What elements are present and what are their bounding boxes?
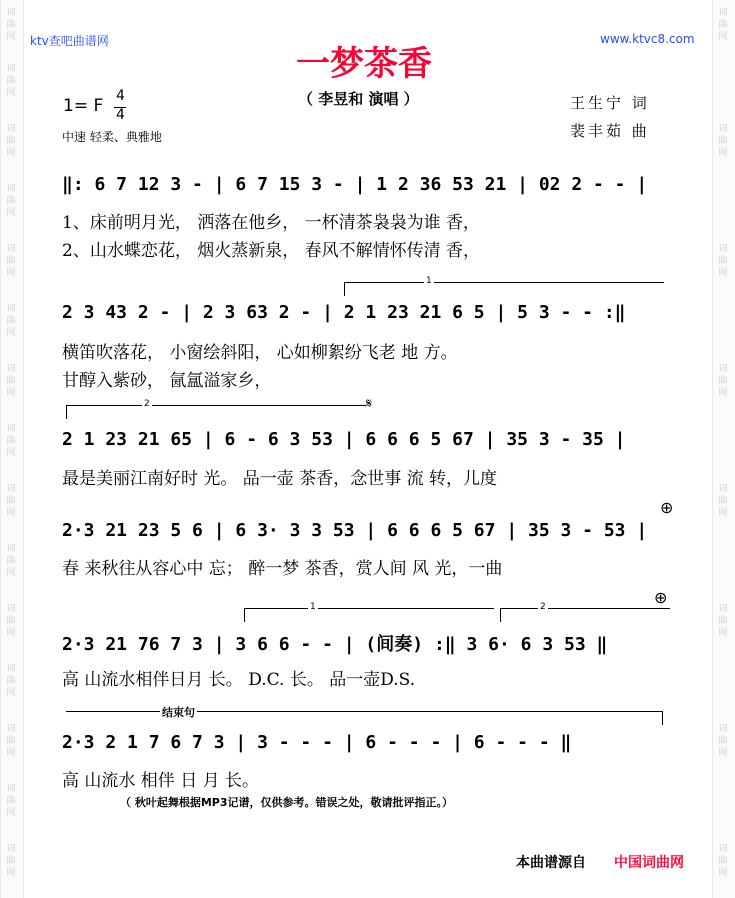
margin-glyph: 网: [718, 748, 728, 758]
margin-glyph: 词: [6, 8, 16, 18]
lyric-row-1-verse-2: 2、山水蝶恋花， 烟火蒸新泉， 春风不解情怀传清 香，: [62, 241, 481, 261]
notation-row-5: 2·3 21 76 7 3 | 3 6 6 - - | (间奏) :‖ 3 6· 6 3 53 ‖: [62, 634, 608, 655]
margin-glyph: 曲: [718, 736, 728, 746]
margin-glyph: 曲: [6, 20, 16, 30]
margin-glyph: 词: [718, 8, 728, 18]
margin-glyph: 词: [6, 784, 16, 794]
margin-glyph: 词: [6, 544, 16, 554]
margin-glyph: 网: [718, 508, 728, 518]
margin-glyph: 网: [718, 32, 728, 42]
margin-glyph: 词: [6, 304, 16, 314]
margin-glyph: 曲: [6, 736, 16, 746]
margin-glyph: 曲: [718, 20, 728, 30]
margin-glyph: 曲: [6, 316, 16, 326]
margin-glyph: 曲: [6, 76, 16, 86]
margin-glyph: 网: [6, 388, 16, 398]
margin-glyph: 词: [6, 844, 16, 854]
margin-glyph: 词: [718, 244, 728, 254]
margin-glyph: 网: [718, 628, 728, 638]
margin-glyph: 网: [6, 448, 16, 458]
margin-glyph: 网: [718, 148, 728, 158]
volta-1b-bracket: [244, 608, 494, 609]
margin-glyph: 曲: [6, 676, 16, 686]
notation-row-4: 2·3 21 23 5 6 | 6 3· 3 3 53 | 6 6 6 5 67 | 35 3 - 53 |: [62, 520, 648, 541]
margin-glyph: 网: [718, 388, 728, 398]
margin-glyph: 曲: [6, 796, 16, 806]
margin-glyph: 词: [718, 124, 728, 134]
song-title: 一梦茶香: [296, 44, 432, 84]
margin-glyph: 词: [6, 124, 16, 134]
right-margin-strip: [712, 0, 735, 898]
margin-glyph: 网: [6, 868, 16, 878]
margin-glyph: 词: [718, 724, 728, 734]
source-site-link[interactable]: 中国词曲网: [614, 855, 684, 871]
ending-bracket-right-tick: [662, 711, 663, 725]
margin-glyph: 网: [6, 568, 16, 578]
margin-glyph: 曲: [6, 196, 16, 206]
margin-glyph: 词: [718, 484, 728, 494]
margin-glyph: 曲: [6, 256, 16, 266]
source-label: 本曲谱源自: [516, 855, 586, 871]
coda-sign: ⊕: [660, 498, 674, 517]
lyricist-credit: 王生宁 词: [570, 94, 650, 112]
tempo-marking: 中速 轻柔、典雅地: [62, 130, 162, 144]
margin-glyph: 曲: [718, 856, 728, 866]
notation-row-1: ‖: 6 7 12 3 - | 6 7 15 3 - | 1 2 36 53 21 | 02 2 - - |: [62, 174, 648, 195]
transcriber-footnote: （ 秋叶起舞根据MP3记谱，仅供参考。错误之处，敬请批评指正。）: [120, 796, 453, 809]
coda-sign: ⊕: [654, 588, 668, 607]
lyric-row-6: 高 山流水 相伴 日 月 长。: [62, 771, 260, 791]
site-brand-left[interactable]: ktv查吧曲谱网: [30, 34, 109, 48]
volta-1b-left-tick: [244, 608, 245, 622]
volta-1-left-tick: [344, 282, 345, 296]
notation-row-6: 2·3 2 1 7 6 7 3 | 3 - - - | 6 - - - | 6 - - - ‖: [62, 732, 572, 753]
volta-2b-bracket: [500, 608, 670, 609]
margin-glyph: 词: [6, 364, 16, 374]
margin-glyph: 曲: [6, 616, 16, 626]
margin-glyph: 词: [6, 724, 16, 734]
left-margin-strip: [0, 0, 24, 898]
volta-2b-left-tick: [500, 608, 501, 622]
margin-glyph: 网: [6, 748, 16, 758]
lyric-row-2-verse-2: 甘醇入紫砂， 氤氲溢家乡，: [62, 371, 272, 391]
singer-credit: （ 李昱和 演唱 ）: [298, 90, 419, 108]
margin-glyph: 曲: [718, 616, 728, 626]
volta-2b-label: 2: [540, 602, 546, 612]
lyric-row-4: 春 来秋往从容心中 忘； 醉一梦 茶香，赏人间 风 光，一曲: [62, 559, 503, 579]
margin-glyph: 曲: [6, 136, 16, 146]
volta-1b-label: 1: [310, 602, 316, 612]
margin-glyph: 网: [6, 148, 16, 158]
lyric-row-3: 最是美丽江南好时 光。 品一壶 茶香，念世事 流 转，儿度: [62, 469, 498, 489]
ending-bracket: [66, 711, 662, 712]
margin-glyph: 网: [6, 808, 16, 818]
margin-glyph: 曲: [718, 496, 728, 506]
margin-glyph: 网: [718, 268, 728, 278]
margin-glyph: 网: [6, 688, 16, 698]
margin-glyph: 词: [718, 604, 728, 614]
volta-2-label: 2: [144, 399, 150, 409]
volta-1-label: 1: [426, 276, 432, 286]
lyric-row-1-verse-1: 1、床前明月光， 洒落在他乡， 一杯清茶袅袅为谁 香，: [62, 213, 481, 233]
notation-row-3: 2 1 23 21 65 | 6 - 6 3 53 | 6 6 6 5 67 | 35 3 - 35 |: [62, 429, 626, 450]
ending-label: 结束句: [162, 706, 195, 719]
margin-glyph: 曲: [6, 376, 16, 386]
margin-glyph: 词: [6, 64, 16, 74]
composer-credit: 裴丰茹 曲: [570, 122, 650, 140]
margin-glyph: 曲: [718, 136, 728, 146]
margin-glyph: 网: [6, 88, 16, 98]
margin-glyph: 词: [6, 244, 16, 254]
margin-glyph: 网: [6, 328, 16, 338]
margin-glyph: 词: [6, 184, 16, 194]
volta-2-left-tick: [66, 405, 67, 419]
lyric-row-2-verse-1: 横笛吹落花， 小窗绘斜阳， 心如柳絮纷飞老 地 方。: [62, 343, 458, 363]
key-signature: 1= F: [63, 96, 104, 116]
margin-glyph: 曲: [718, 376, 728, 386]
margin-glyph: 词: [6, 484, 16, 494]
margin-glyph: 词: [6, 604, 16, 614]
segno-sign: 𝄋: [366, 396, 373, 412]
margin-glyph: 曲: [6, 436, 16, 446]
margin-glyph: 曲: [718, 256, 728, 266]
margin-glyph: 曲: [6, 856, 16, 866]
lyric-row-5: 高 山流水相伴日月 长。 D.C. 长。 品一壶D.S.: [62, 670, 416, 690]
volta-2-bracket: [66, 405, 366, 406]
volta-1-bracket: [344, 282, 664, 283]
margin-glyph: 网: [6, 268, 16, 278]
notation-row-2: 2 3 43 2 - | 2 3 63 2 - | 2 1 23 21 6 5 | 5 3 - - :‖: [62, 302, 626, 323]
margin-glyph: 词: [718, 844, 728, 854]
margin-glyph: 网: [6, 628, 16, 638]
time-signature-top: 4: [116, 88, 125, 104]
site-brand-right[interactable]: www.ktvc8.com: [600, 32, 695, 46]
margin-glyph: 曲: [6, 556, 16, 566]
margin-glyph: 网: [6, 32, 16, 42]
time-signature-bottom: 4: [116, 107, 125, 123]
margin-glyph: 词: [6, 664, 16, 674]
margin-glyph: 曲: [6, 496, 16, 506]
margin-glyph: 词: [6, 424, 16, 434]
margin-glyph: 网: [718, 868, 728, 878]
margin-glyph: 词: [718, 364, 728, 374]
margin-glyph: 网: [6, 208, 16, 218]
margin-glyph: 网: [6, 508, 16, 518]
